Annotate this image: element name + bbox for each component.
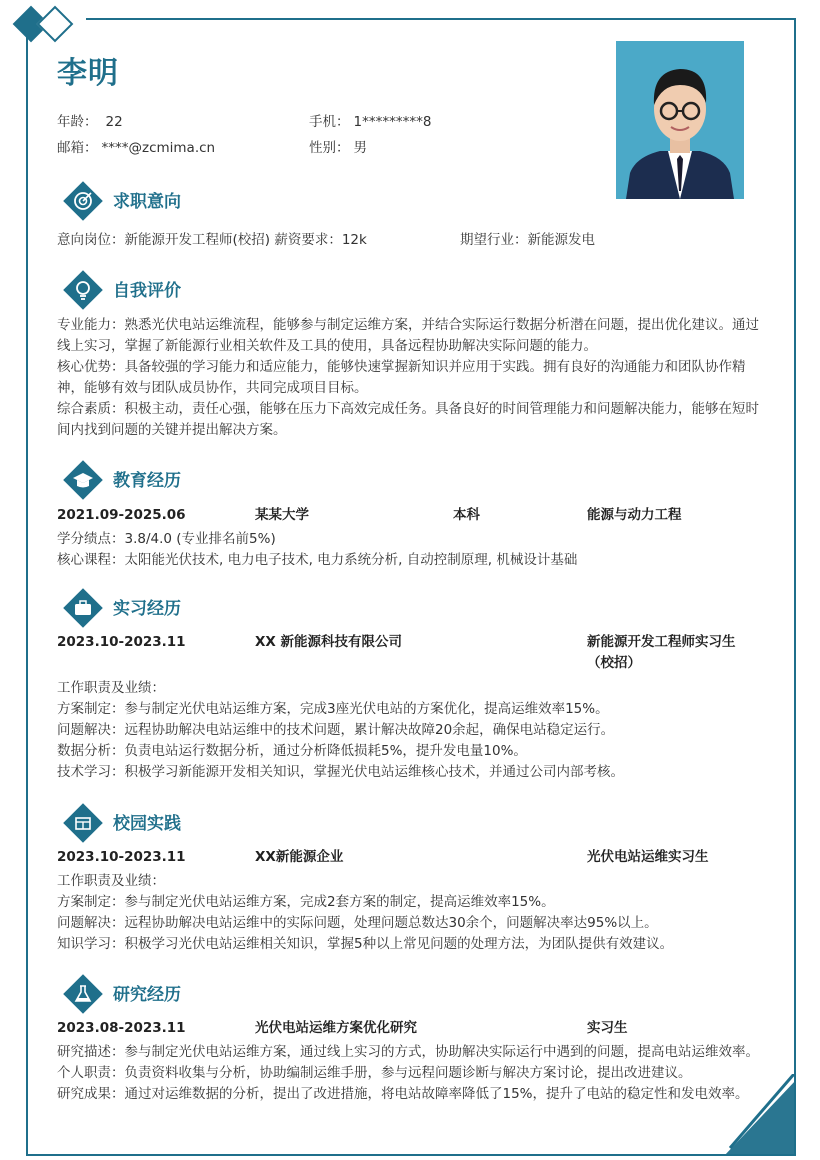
email-field — [57, 138, 215, 158]
page-border-top — [86, 18, 796, 20]
section-title: 实习经历 — [113, 599, 181, 619]
education-line: 核心课程：太阳能光伏技术, 电力电子技术, 电力系统分析, 自动控制原理, 机械设计基础 — [57, 552, 578, 568]
internship-company: XX 新能源科技有限公司 — [255, 634, 403, 650]
candidate-name: 李明 — [57, 56, 119, 91]
profile-photo — [616, 41, 744, 199]
education-major: 能源与动力工程 — [587, 507, 682, 523]
corner-decoration — [724, 1074, 796, 1156]
internship-line: 数据分析：负责电站运行数据分析，通过分析降低损耗5%，提升发电量10%。 — [57, 743, 527, 759]
internship-role: 新能源开发工程师实习生（校招） — [587, 634, 736, 671]
research-line: 研究成果：通过对运维数据的分析，提出了改进措施，将电站故障率降低了15%，提升了电站的稳定性和发电效率。 — [57, 1086, 749, 1102]
education-line: 学分绩点：3.8/4.0 (专业排名前5%) — [57, 531, 276, 547]
bulb-icon — [61, 268, 105, 312]
education-degree: 本科 — [453, 507, 480, 523]
intention-position: 意向岗位：新能源开发工程师(校招) 薪资要求：12k — [57, 232, 367, 248]
evaluation-content — [57, 315, 769, 441]
target-icon — [61, 179, 105, 223]
portrait-illustration — [616, 41, 744, 199]
section-header-intention — [57, 177, 357, 223]
research-project: 光伏电站运维方案优化研究 — [255, 1020, 417, 1036]
evaluation-paragraph: 核心优势：具备较强的学习能力和适应能力，能够快速掌握新知识并应用于实践。拥有良好的沟通能力和团队协作精神，能够有效与团队成员协作，共同完成项目目标。 — [57, 359, 746, 396]
flask-icon — [61, 972, 105, 1016]
campus-line: 方案制定：参与制定光伏电站运维方案，完成2套方案的制定，提高运维效率15%。 — [57, 894, 555, 910]
evaluation-paragraph: 专业能力：熟悉光伏电站运维流程，能够参与制定运维方案，并结合实际运行数据分析潜在问题，提出优化建议。通过线上实习，掌握了新能源行业相关软件及工具的使用，具备远程协助解决实际问题的能力。 — [57, 317, 759, 354]
education-details — [57, 529, 769, 571]
section-header-research — [57, 970, 357, 1016]
intention-content — [57, 230, 769, 251]
campus-line: 工作职责及业绩： — [57, 873, 165, 889]
section-title: 研究经历 — [113, 985, 181, 1005]
campus-period: 2023.10-2023.11 — [57, 849, 186, 865]
age-label: 年龄： — [57, 114, 98, 130]
section-title: 求职意向 — [113, 192, 181, 212]
campus-building-icon — [61, 801, 105, 845]
research-period: 2023.08-2023.11 — [57, 1020, 186, 1036]
section-header-education — [57, 456, 357, 502]
internship-line: 技术学习：积极学习新能源开发相关知识，掌握光伏电站运维核心技术，并通过公司内部考核。 — [57, 764, 624, 780]
graduation-cap-icon — [61, 458, 105, 502]
age-field — [57, 112, 123, 132]
briefcase-icon — [61, 586, 105, 630]
phone-label: 手机： — [309, 114, 350, 130]
age-value: 22 — [105, 114, 123, 130]
phone-field — [309, 112, 431, 132]
gender-field — [309, 138, 367, 158]
evaluation-paragraph: 综合素质：积极主动，责任心强，能够在压力下高效完成任务。具备良好的时间管理能力和问题解决能力，能够在短时间内找到问题的关键并提出解决方案。 — [57, 401, 759, 438]
gender-value: 男 — [353, 140, 367, 156]
internship-line: 问题解决：远程协助解决电站运维中的技术问题，累计解决故障20余起，确保电站稳定运行。 — [57, 722, 615, 738]
section-header-campus — [57, 799, 357, 845]
gender-label: 性别： — [309, 140, 350, 156]
internship-line: 方案制定：参与制定光伏电站运维方案，完成3座光伏电站的方案优化，提高运维效率15%。 — [57, 701, 609, 717]
research-role: 实习生 — [587, 1020, 628, 1036]
section-header-evaluation — [57, 266, 357, 312]
research-line: 个人职责：负责资料收集与分析，协助编制运维手册，参与远程问题诊断与解决方案讨论，提出改进建议。 — [57, 1065, 692, 1081]
section-header-internship — [57, 584, 357, 630]
campus-line: 问题解决：远程协助解决电站运维中的实际问题，处理问题总数达30余个，问题解决率达95%以上。 — [57, 915, 658, 931]
campus-details — [57, 871, 769, 955]
section-title: 校园实践 — [113, 814, 181, 834]
internship-details — [57, 678, 769, 783]
internship-line: 工作职责及业绩： — [57, 680, 165, 696]
campus-line: 知识学习：积极学习光伏电站运维相关知识，掌握5种以上常见问题的处理方法，为团队提供有效建议。 — [57, 936, 674, 952]
email-value: ****@zcmima.cn — [101, 140, 216, 156]
section-title: 自我评价 — [113, 281, 181, 301]
education-period: 2021.09-2025.06 — [57, 507, 186, 523]
intention-industry: 期望行业：新能源发电 — [460, 232, 595, 248]
education-school: 某某大学 — [255, 507, 309, 523]
research-line: 研究描述：参与制定光伏电站运维方案，通过线上实习的方式，协助解决实际运行中遇到的问题，提高电站运维效率。 — [57, 1044, 759, 1060]
research-details — [57, 1042, 769, 1105]
internship-period: 2023.10-2023.11 — [57, 634, 186, 650]
phone-value: 1*********8 — [353, 114, 432, 130]
campus-org: XX新能源企业 — [255, 849, 344, 865]
campus-role: 光伏电站运维实习生 — [587, 849, 709, 865]
email-label: 邮箱： — [57, 140, 98, 156]
section-title: 教育经历 — [113, 471, 181, 491]
